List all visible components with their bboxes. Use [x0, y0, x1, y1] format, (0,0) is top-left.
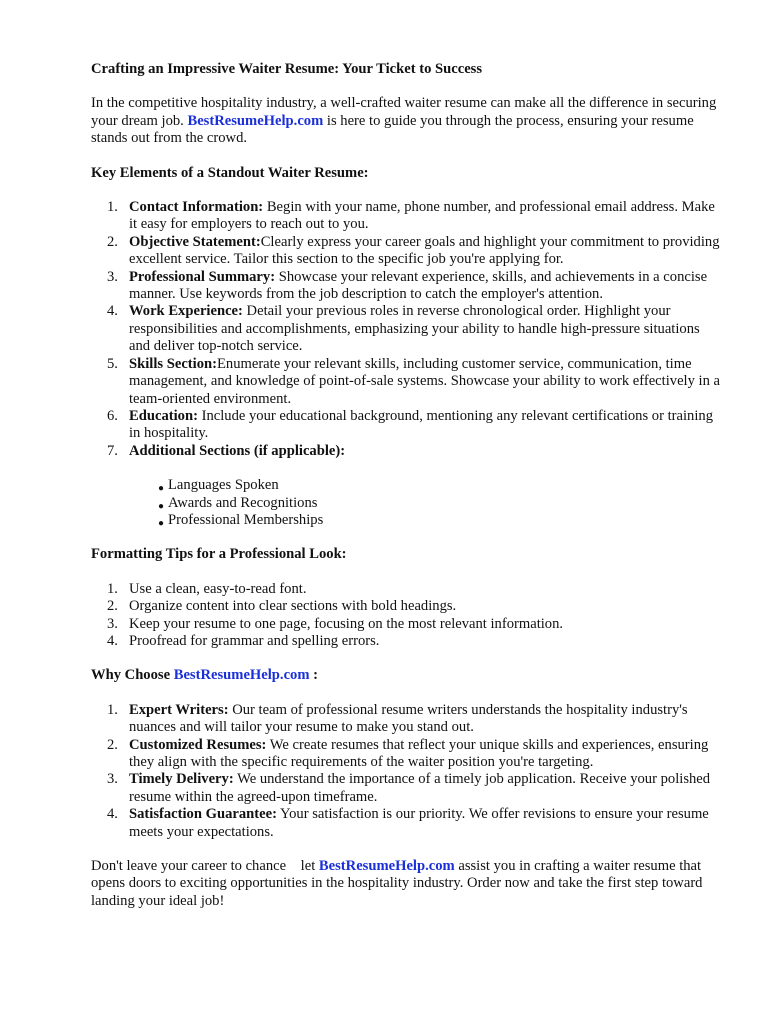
item-text: Detail your previous roles in reverse chronological order. Highlight your responsibilities and accomplishments, emphasizing your ability to handle high-pressure situations and deliver top-notch service.: [129, 303, 700, 355]
closing-paragraph: [91, 858, 723, 910]
item-text: Showcase your relevant experience, skills, and achievements in a concise manner. Use keywords from the job description to catch the employer's attention.: [129, 268, 708, 303]
item-text: Proofread for grammar and spelling errors.: [129, 632, 380, 649]
intro-text-after: is here to guide you through the process, ensuring your resume stands out from the crowd.: [91, 112, 694, 147]
list-item: [91, 702, 723, 737]
list-number: 2.: [107, 233, 118, 250]
list-number: 6.: [107, 407, 118, 424]
brand-link[interactable]: BestResumeHelp.com: [318, 858, 455, 875]
item-label: Objective Statement:: [129, 233, 261, 250]
list-number: 2.: [107, 736, 118, 753]
list-item: [91, 581, 723, 598]
bullet-text: Professional Memberships: [168, 511, 324, 528]
brand-link[interactable]: BestResumeHelp.com: [173, 667, 310, 684]
item-text: We understand the importance of a timely job application. Receive your polished resume within the agreed-upon timeframe.: [129, 771, 711, 805]
item-text: Use a clean, easy-to-read font.: [129, 580, 307, 597]
list-number: 1.: [107, 580, 118, 597]
bullet-icon: ●: [158, 483, 165, 495]
list-item: [91, 616, 723, 633]
list-item: [91, 633, 723, 650]
item-text: Include your educational background, mentioning any relevant certifications or training in hospitality.: [129, 407, 714, 442]
heading-text-after: :: [309, 667, 319, 684]
additional-sections-list: [91, 477, 723, 529]
formatting-heading: Formatting Tips for a Professional Look:: [91, 546, 347, 563]
item-text: Our team of professional resume writers understands the hospitality industry's nuances and will tailor your resume to make you stand out.: [129, 701, 688, 736]
bullet-icon: ●: [158, 517, 165, 529]
bullet-text: Languages Spoken: [168, 477, 279, 494]
list-item: [91, 737, 723, 772]
item-label: Satisfaction Guarantee:: [129, 806, 277, 823]
why-choose-heading: [91, 667, 723, 684]
list-number: 3.: [107, 771, 118, 788]
why-choose-list: [91, 702, 723, 841]
document-title: Crafting an Impressive Waiter Resume: Your Ticket to Success: [91, 61, 483, 77]
item-text: Keep your resume to one page, focusing on the most relevant information.: [129, 615, 564, 632]
list-number: 2.: [107, 598, 118, 615]
formatting-tips-list: [91, 581, 723, 651]
item-label: Skills Section:: [129, 355, 217, 372]
list-item: [91, 269, 723, 304]
item-label: Expert Writers:: [129, 701, 229, 718]
item-label: Customized Resumes:: [129, 736, 267, 753]
list-number: 4.: [107, 806, 118, 823]
list-item: [91, 408, 723, 443]
list-item: [91, 598, 723, 615]
closing-text-before: Don't leave your career to chance let: [91, 858, 319, 875]
list-item: [91, 303, 723, 355]
bullet-text: Awards and Recognitions: [168, 494, 318, 511]
item-text: Enumerate your relevant skills, including customer service, communication, time management, and knowledge of point-of-sale systems. Showcase your ability to work effectively in a team-oriented environment.: [129, 355, 721, 407]
list-item: [91, 356, 723, 408]
document-content: [91, 61, 723, 910]
list-item: [91, 234, 723, 269]
heading-text-before: Why Choose: [91, 667, 174, 684]
item-label: Timely Delivery:: [129, 771, 234, 788]
list-number: 3.: [107, 268, 118, 285]
bullet-item: [91, 512, 723, 529]
key-elements-list: [91, 199, 723, 460]
intro-paragraph: [91, 95, 723, 147]
list-number: 3.: [107, 615, 118, 632]
bullet-item: [91, 477, 723, 494]
key-elements-heading: Key Elements of a Standout Waiter Resume:: [91, 164, 369, 181]
closing-text-after: assist you in crafting a waiter resume that opens doors to exciting opportunities in the hospitality industry. Order now and take the first step toward landing your ideal job!: [91, 858, 703, 909]
list-number: 7.: [107, 442, 118, 459]
list-number: 4.: [107, 632, 118, 649]
item-text: We create resumes that reflect your unique skills and experiences, ensuring they align with the specific requirements of the waiter position you're targeting.: [129, 736, 709, 770]
item-label: Work Experience:: [129, 303, 243, 320]
item-text: Your satisfaction is our priority. We offer revisions to ensure your resume meets your expectations.: [129, 806, 709, 840]
item-text: Organize content into clear sections with bold headings.: [129, 598, 457, 615]
list-number: 1.: [107, 199, 118, 216]
list-number: 5.: [107, 355, 118, 372]
list-item: [91, 443, 723, 460]
list-item: [91, 806, 723, 841]
list-item: [91, 199, 723, 234]
item-label: Contact Information:: [129, 199, 264, 216]
item-label: Professional Summary:: [129, 268, 276, 285]
list-item: [91, 771, 723, 806]
bullet-icon: ●: [158, 500, 165, 512]
list-number: 1.: [107, 701, 118, 718]
bullet-item: [91, 495, 723, 512]
item-label: Education:: [129, 407, 198, 424]
item-text: Clearly express your career goals and highlight your commitment to providing excellent service. Tailor this section to the specific job you're applying for.: [129, 233, 720, 268]
item-text: Begin with your name, phone number, and professional email address. Make it easy for employers to reach out to you.: [129, 199, 715, 233]
item-label: Additional Sections (if applicable):: [129, 442, 346, 459]
brand-link[interactable]: BestResumeHelp.com: [187, 112, 324, 129]
intro-text-before: In the competitive hospitality industry, a well-crafted waiter resume can make all the difference in securing your dream job.: [91, 95, 717, 129]
list-number: 4.: [107, 303, 118, 320]
